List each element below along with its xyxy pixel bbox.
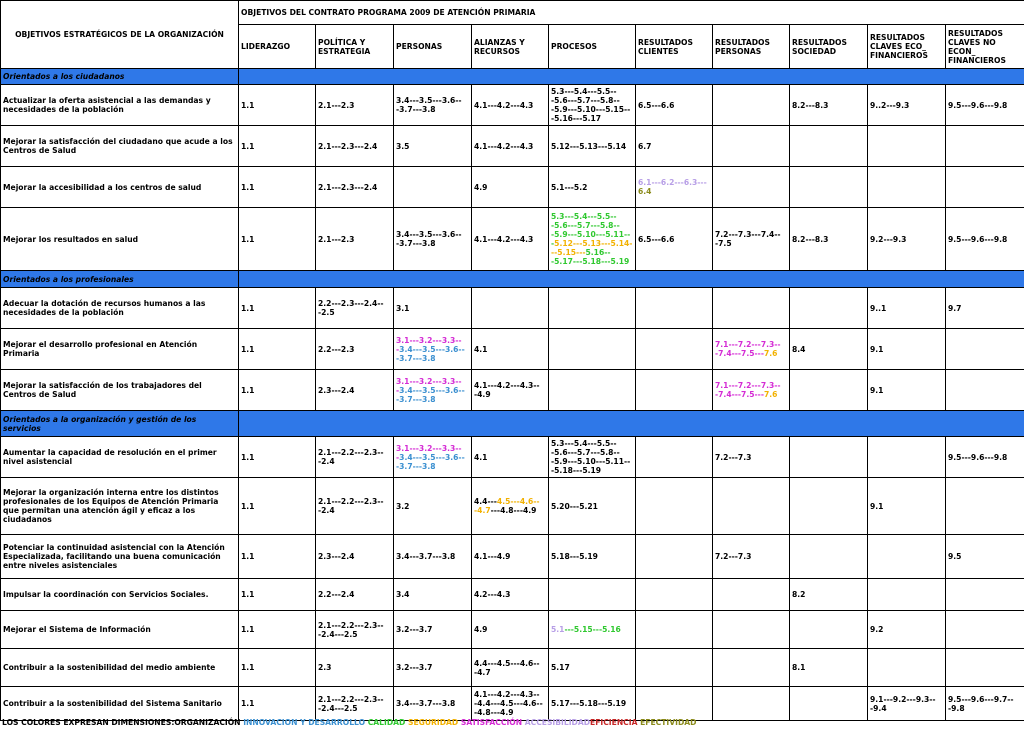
alianzas-cell: 4.1---4.9 [472, 535, 549, 579]
res-eco-cell [868, 649, 946, 687]
res-noeco-cell [946, 611, 1024, 649]
legend-item-accesibilidad: ACCESIBILIDAD [524, 718, 591, 727]
res-clientes-cell [636, 649, 713, 687]
res-noeco-cell: 9.5---9.6---9.8 [946, 208, 1024, 271]
procesos-cell: 5.18---5.19 [549, 535, 636, 579]
alianzas-cell: 4.1---4.2---4.3---4.9 [472, 370, 549, 411]
alianzas-cell: 4.1---4.2---4.3 [472, 85, 549, 126]
section-organizacion: Orientados a la organización y gestión de los servicios [1, 411, 239, 437]
res-sociedad-cell [790, 478, 868, 535]
procesos-cell [549, 579, 636, 611]
liderazgo-cell: 1.1 [239, 579, 316, 611]
table-row [1, 126, 1024, 167]
res-eco-cell: 9.1 [868, 370, 946, 411]
procesos-part: 5.16---5.17---5.18---5.19 [551, 248, 630, 266]
legend-item-innovacion: INNOVACION Y DESARROLLO [243, 718, 366, 727]
personas-cell: 3.5 [394, 126, 472, 167]
table-row [1, 579, 1024, 611]
res-sociedad-cell: 8.2 [790, 579, 868, 611]
table-row [1, 535, 1024, 579]
res-clientes-part: 6.4 [638, 187, 652, 196]
res-noeco-cell: 9.5---9.6---9.7---9.8 [946, 687, 1024, 721]
liderazgo-cell: 1.1 [239, 478, 316, 535]
procesos-cell: 5.17 [549, 649, 636, 687]
res-eco-cell: 9.1 [868, 478, 946, 535]
res-personas-cell: 7.2---7.3 [713, 535, 790, 579]
res-eco-cell [868, 437, 946, 478]
politica-cell: 2.3---2.4 [316, 535, 394, 579]
procesos-cell [549, 370, 636, 411]
objective-cell: Potenciar la continuidad asistencial con la Atención Especializada, facilitando una buena comunicación entre niveles asistenciales [1, 535, 239, 579]
personas-cell [394, 370, 472, 411]
liderazgo-cell: 1.1 [239, 85, 316, 126]
res-eco-cell: 9.2 [868, 611, 946, 649]
res-noeco-cell [946, 579, 1024, 611]
res-sociedad-cell [790, 126, 868, 167]
res-clientes-cell: 6.5---6.6 [636, 208, 713, 271]
politica-cell: 2.1---2.3---2.4 [316, 126, 394, 167]
alianzas-cell: 4.1 [472, 437, 549, 478]
personas-cell: 3.4---3.5---3.6---3.7---3.8 [394, 85, 472, 126]
personas-cell [394, 437, 472, 478]
liderazgo-cell: 1.1 [239, 208, 316, 271]
legend-prefix: LOS COLORES EXPRESAN DIMENSIONES:ORGANIZACIÓN [2, 718, 241, 727]
res-sociedad-cell [790, 437, 868, 478]
res-personas-cell [713, 288, 790, 329]
objective-cell: Aumentar la capacidad de resolución en el primer nivel asistencial [1, 437, 239, 478]
table-row [1, 437, 1024, 478]
procesos-cell [549, 329, 636, 370]
res-clientes-cell: 6.7 [636, 126, 713, 167]
res-clientes-cell [636, 167, 713, 208]
objective-cell: Mejorar el desarrollo profesional en Atención Primaria [1, 329, 239, 370]
objective-cell: Mejorar la accesibilidad a los centros de salud [1, 167, 239, 208]
res-personas-cell: 7.2---7.3 [713, 437, 790, 478]
personas-cell: 3.4 [394, 579, 472, 611]
procesos-part: 5.12---5.13---5.14---5.15--- [551, 239, 633, 257]
personas-part: 3.4---3.5---3.6---3.7---3.8 [396, 452, 465, 471]
table-row [1, 329, 1024, 370]
col-header-res-sociedad: RESULTADOS SOCIEDAD [790, 25, 868, 69]
table-row [1, 687, 1024, 721]
liderazgo-cell: 1.1 [239, 126, 316, 167]
alianzas-cell: 4.2---4.3 [472, 579, 549, 611]
legend-item-calidad: CALIDAD [367, 718, 406, 727]
res-personas-cell [713, 85, 790, 126]
alianzas-cell [472, 478, 549, 535]
personas-cell: 3.2---3.7 [394, 649, 472, 687]
res-noeco-cell: 9.5---9.6---9.8 [946, 85, 1024, 126]
col-header-liderazgo: LIDERAZGO [239, 25, 316, 69]
objetivos-header: OBJETIVOS ESTRATÉGICOS DE LA ORGANIZACIÓN [1, 1, 239, 69]
table-row [1, 478, 1024, 535]
procesos-cell: 5.20---5.21 [549, 478, 636, 535]
legend-item-satisfaccion: SATISFACCIÓN [460, 718, 523, 727]
alianzas-part: 4.7 [477, 506, 491, 515]
liderazgo-cell: 1.1 [239, 370, 316, 411]
personas-cell: 3.2 [394, 478, 472, 535]
res-clientes-cell [636, 437, 713, 478]
alianzas-part: ---4.8---4.9 [490, 506, 537, 515]
politica-cell: 2.3---2.4 [316, 370, 394, 411]
res-sociedad-cell [790, 288, 868, 329]
color-legend [2, 718, 696, 728]
res-noeco-cell [946, 649, 1024, 687]
res-eco-cell: 9..1 [868, 288, 946, 329]
liderazgo-cell: 1.1 [239, 611, 316, 649]
section-ciudadanos: Orientados a los ciudadanos [1, 69, 239, 85]
res-eco-cell: 9.1---9.2---9.3---9.4 [868, 687, 946, 721]
politica-cell: 2.2---2.3---2.4---2.5 [316, 288, 394, 329]
res-clientes-cell: 6.5---6.6 [636, 85, 713, 126]
res-clientes-cell [636, 579, 713, 611]
liderazgo-cell: 1.1 [239, 437, 316, 478]
procesos-part: ---5.15---5.16 [564, 625, 621, 634]
contract-title: OBJETIVOS DEL CONTRATO PROGRAMA 2009 DE ATENCIÓN PRIMARIA [239, 1, 1024, 25]
res-eco-cell [868, 535, 946, 579]
alianzas-cell: 4.1---4.2---4.3 [472, 126, 549, 167]
procesos-cell [549, 288, 636, 329]
personas-cell: 3.4---3.7---3.8 [394, 687, 472, 721]
res-sociedad-cell: 8.2---8.3 [790, 208, 868, 271]
personas-cell: 3.2---3.7 [394, 611, 472, 649]
res-clientes-cell [636, 687, 713, 721]
liderazgo-cell: 1.1 [239, 687, 316, 721]
res-personas-part: 7.6 [763, 390, 778, 399]
objective-cell: Adecuar la dotación de recursos humanos a las necesidades de la población [1, 288, 239, 329]
politica-cell: 2.1---2.2---2.3---2.4---2.5 [316, 687, 394, 721]
res-noeco-cell: 9.5---9.6---9.8 [946, 437, 1024, 478]
res-personas-cell [713, 126, 790, 167]
alianzas-cell: 4.9 [472, 611, 549, 649]
liderazgo-cell: 1.1 [239, 167, 316, 208]
procesos-cell [549, 208, 636, 271]
objective-cell: Mejorar la satisfacción de los trabajadores del Centros de Salud [1, 370, 239, 411]
objective-cell: Contribuir a la sostenibilidad del Sistema Sanitario [1, 687, 239, 721]
res-clientes-part: 6.1---6.2---6.3--- [638, 178, 707, 187]
alianzas-cell: 4.4---4.5---4.6---4.7 [472, 649, 549, 687]
alianzas-cell: 4.1 [472, 329, 549, 370]
politica-cell: 2.1---2.3 [316, 208, 394, 271]
procesos-cell: 5.17---5.18---5.19 [549, 687, 636, 721]
section-profesionales: Orientados a los profesionales [1, 271, 239, 288]
col-header-res-clientes: RESULTADOS CLIENTES [636, 25, 713, 69]
res-clientes-cell [636, 611, 713, 649]
legend-item-eficiencia: EFICIENCIA [590, 718, 638, 727]
liderazgo-cell: 1.1 [239, 535, 316, 579]
res-eco-cell: 9..2---9.3 [868, 85, 946, 126]
procesos-cell: 5.1---5.2 [549, 167, 636, 208]
res-clientes-cell [636, 370, 713, 411]
res-noeco-cell [946, 329, 1024, 370]
personas-part: 3.1---3.2---3.3--- [396, 376, 462, 395]
personas-cell [394, 329, 472, 370]
res-personas-cell [713, 329, 790, 370]
res-eco-cell: 9.2---9.3 [868, 208, 946, 271]
res-noeco-cell [946, 167, 1024, 208]
res-eco-cell [868, 579, 946, 611]
table-row [1, 85, 1024, 126]
personas-part: 3.1---3.2---3.3--- [396, 335, 462, 354]
objective-cell: Mejorar la satisfacción del ciudadano que acude a los Centros de Salud [1, 126, 239, 167]
res-eco-cell [868, 167, 946, 208]
res-eco-cell: 9.1 [868, 329, 946, 370]
res-sociedad-cell [790, 535, 868, 579]
legend-item-seguridad: SEGURIDAD [408, 718, 459, 727]
res-personas-cell [713, 649, 790, 687]
table-row [1, 167, 1024, 208]
res-noeco-cell: 9.5 [946, 535, 1024, 579]
res-personas-part: 7.1---7.2---7.3---7.4---7.5--- [715, 340, 781, 358]
res-sociedad-cell: 8.1 [790, 649, 868, 687]
res-personas-cell [713, 370, 790, 411]
res-sociedad-cell [790, 611, 868, 649]
alianzas-cell: 4.1---4.2---4.3---4.4---4.5---4.6---4.8---4.9 [472, 687, 549, 721]
alianzas-cell: 4.1---4.2---4.3 [472, 208, 549, 271]
personas-cell [394, 167, 472, 208]
table-row [1, 649, 1024, 687]
res-personas-cell [713, 579, 790, 611]
liderazgo-cell: 1.1 [239, 288, 316, 329]
politica-cell: 2.1---2.2---2.3---2.4 [316, 437, 394, 478]
objective-cell: Mejorar el Sistema de Información [1, 611, 239, 649]
res-clientes-cell [636, 288, 713, 329]
objective-cell: Mejorar los resultados en salud [1, 208, 239, 271]
col-header-res-eco: RESULTADOS CLAVES ECO_ FINANCIEROS [868, 25, 946, 69]
res-clientes-cell [636, 329, 713, 370]
legend-item-efectividad: EFECTIVIDAD [640, 718, 697, 727]
res-sociedad-cell [790, 687, 868, 721]
res-personas-cell [713, 687, 790, 721]
liderazgo-cell: 1.1 [239, 329, 316, 370]
objective-cell: Actualizar la oferta asistencial a las demandas y necesidades de la población [1, 85, 239, 126]
procesos-part: 5.1 [551, 625, 565, 634]
politica-cell: 2.1---2.3---2.4 [316, 167, 394, 208]
res-eco-cell [868, 126, 946, 167]
section-band [239, 69, 1024, 85]
res-noeco-cell [946, 126, 1024, 167]
objective-cell: Contribuir a la sostenibilidad del medio ambiente [1, 649, 239, 687]
res-clientes-cell [636, 535, 713, 579]
alianzas-part: 4.5---4.6--- [474, 497, 540, 515]
table-row [1, 370, 1024, 411]
res-sociedad-cell [790, 167, 868, 208]
res-noeco-cell [946, 478, 1024, 535]
table-row [1, 208, 1024, 271]
alianzas-cell: 4.9 [472, 167, 549, 208]
res-sociedad-cell [790, 370, 868, 411]
procesos-cell: 5.3---5.4---5.5---5.6---5.7---5.8---5.9---5.10---5.11---5.18---5.19 [549, 437, 636, 478]
personas-cell: 3.1 [394, 288, 472, 329]
procesos-cell: 5.3---5.4---5.5---5.6---5.7---5.8---5.9---5.10---5.15---5.16---5.17 [549, 85, 636, 126]
res-noeco-cell: 9.7 [946, 288, 1024, 329]
section-band [239, 411, 1024, 437]
procesos-part: 5.3---5.4---5.5---5.6---5.7---5.8---5.9---5.10---5.11--- [551, 212, 631, 248]
col-header-res-personas: RESULTADOS PERSONAS [713, 25, 790, 69]
res-personas-cell [713, 167, 790, 208]
res-noeco-cell [946, 370, 1024, 411]
res-sociedad-cell: 8.4 [790, 329, 868, 370]
politica-cell: 2.1---2.2---2.3---2.4 [316, 478, 394, 535]
politica-cell: 2.2---2.3 [316, 329, 394, 370]
res-personas-cell [713, 478, 790, 535]
politica-cell: 2.1---2.2---2.3---2.4---2.5 [316, 611, 394, 649]
procesos-cell: 5.12---5.13---5.14 [549, 126, 636, 167]
politica-cell: 2.1---2.3 [316, 85, 394, 126]
politica-cell: 2.2---2.4 [316, 579, 394, 611]
personas-part: 3.4---3.5---3.6---3.7---3.8 [396, 344, 465, 363]
res-personas-part: 7.1---7.2---7.3---7.4---7.5--- [715, 381, 781, 399]
alianzas-part: 4.4--- [474, 497, 497, 506]
procesos-cell [549, 611, 636, 649]
col-header-res-noeco: RESULTADOS CLAVES NO ECON_ FINANCIEROS [946, 25, 1024, 69]
personas-part: 3.4---3.5---3.6---3.7---3.8 [396, 385, 465, 404]
personas-cell: 3.4---3.5---3.6---3.7---3.8 [394, 208, 472, 271]
personas-cell: 3.4---3.7---3.8 [394, 535, 472, 579]
politica-cell: 2.3 [316, 649, 394, 687]
alianzas-cell [472, 288, 549, 329]
table-row [1, 288, 1024, 329]
section-band [239, 271, 1024, 288]
table-row [1, 611, 1024, 649]
res-clientes-cell [636, 478, 713, 535]
personas-part: 3.1---3.2---3.3--- [396, 443, 462, 462]
res-personas-cell [713, 611, 790, 649]
col-header-politica: POLÍTICA Y ESTRATEGIA [316, 25, 394, 69]
objective-cell: Impulsar la coordinación con Servicios Sociales. [1, 579, 239, 611]
res-sociedad-cell: 8.2---8.3 [790, 85, 868, 126]
objective-cell: Mejorar la organización interna entre los distintos profesionales de los Equipos de Atención Primaria que permitan una atención ágil y eficaz a los ciudadanos [1, 478, 239, 535]
col-header-alianzas: ALIANZAS Y RECURSOS [472, 25, 549, 69]
col-header-personas: PERSONAS [394, 25, 472, 69]
res-personas-part: 7.6 [763, 349, 778, 358]
res-personas-cell: 7.2---7.3---7.4---7.5 [713, 208, 790, 271]
col-header-procesos: PROCESOS [549, 25, 636, 69]
liderazgo-cell: 1.1 [239, 649, 316, 687]
